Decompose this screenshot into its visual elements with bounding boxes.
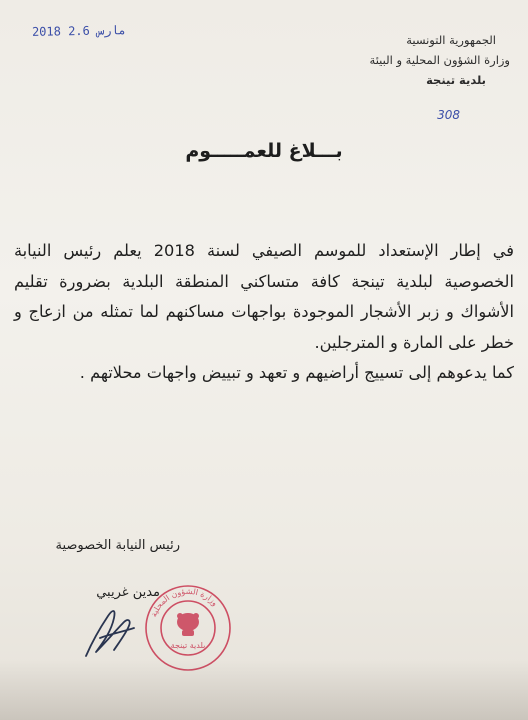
letterhead-country: الجمهورية التونسية (406, 33, 496, 47)
handwritten-signature (78, 598, 148, 664)
signatory-name: مدين غريبي (96, 585, 160, 600)
body-paragraph-1: في إطار الإستعداد للموسم الصيفي لسنة 2018 يعلم رئيس النيابة الخصوصية لبلدية تينجة كافة متساكني المنطقة البلدية بضرورة تقليم الأشواك و زبر الأشجار الموجودة بواجهات مساكنهم لما تمثله من ازعاج و خطر على المارة و المترجلين. (14, 241, 514, 352)
letterhead (290, 30, 510, 90)
received-date-stamp: 2018 مارس 2.6 (31, 23, 127, 39)
notice-body (14, 236, 514, 389)
signatory-title: رئيس النيابة الخصوصية (55, 538, 180, 553)
letterhead-ministry: وزارة الشؤون المحلية و البيئة (369, 53, 510, 67)
seal-inner-text: بلدية تينجة (170, 641, 206, 650)
seal-outer-text: وزارة الشؤون المحلية (149, 586, 220, 619)
reference-number: 308 (437, 108, 460, 122)
page-shadow (0, 660, 528, 720)
body-paragraph-2: كما يدعوهم إلى تسييج أراضيهم و تعهد و تبييض واجهات محلاتهم . (79, 363, 514, 382)
notice-title: بـــلاغ للعمـــــوم (185, 140, 343, 162)
letterhead-municipality: بلدية تينجة (426, 73, 486, 87)
